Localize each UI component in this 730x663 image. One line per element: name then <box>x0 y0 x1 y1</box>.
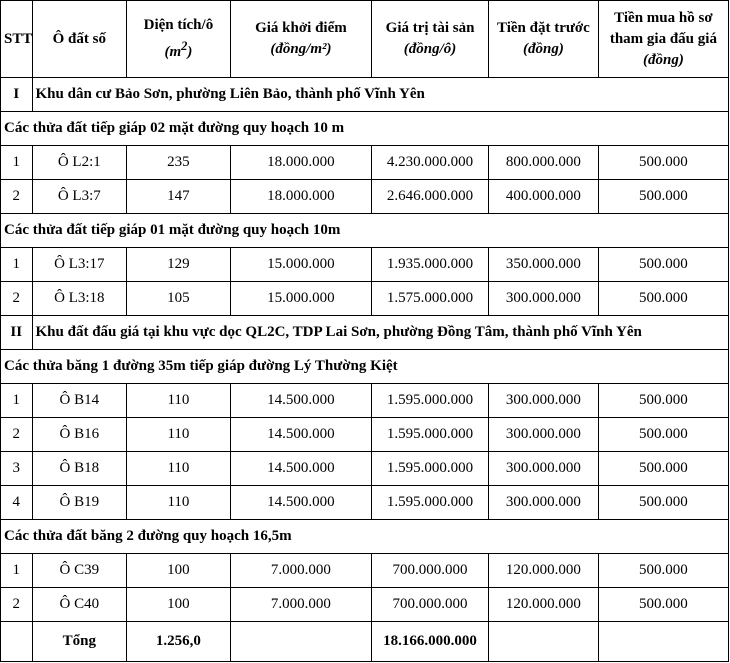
section-title: Khu đất đấu giá tại khu vực dọc QL2C, TDP Lai Sơn, phường Đồng Tâm, thành phố Vĩnh Yên <box>32 316 728 350</box>
group-row <box>1 520 729 554</box>
header-deposit: Tiền đặt trước (đồng) <box>489 1 599 78</box>
total-value: 18.166.000.000 <box>372 622 489 662</box>
header-stt: STT <box>1 1 33 78</box>
cell-stt: 2 <box>1 180 33 214</box>
cell-area: 129 <box>127 248 231 282</box>
cell-stt: 2 <box>1 418 33 452</box>
cell-fee: 500.000 <box>598 486 728 520</box>
cell-stt: 2 <box>1 588 33 622</box>
table-row <box>1 486 729 520</box>
table-row <box>1 418 729 452</box>
cell-fee: 500.000 <box>598 146 728 180</box>
group-title: Các thửa đất tiếp giáp 02 mặt đường quy hoạch 10 m <box>1 112 729 146</box>
cell-deposit: 300.000.000 <box>489 486 599 520</box>
cell-value: 4.230.000.000 <box>372 146 489 180</box>
group-row <box>1 350 729 384</box>
cell-value: 1.595.000.000 <box>372 384 489 418</box>
cell-area: 235 <box>127 146 231 180</box>
cell-plot: Ô B16 <box>32 418 127 452</box>
cell-fee: 500.000 <box>598 554 728 588</box>
cell-value: 2.646.000.000 <box>372 180 489 214</box>
cell-value: 700.000.000 <box>372 554 489 588</box>
cell-deposit: 300.000.000 <box>489 282 599 316</box>
cell-plot: Ô C40 <box>32 588 127 622</box>
table-body <box>1 78 729 622</box>
total-label: Tổng <box>32 622 127 662</box>
cell-stt: 3 <box>1 452 33 486</box>
cell-value: 1.595.000.000 <box>372 452 489 486</box>
cell-plot: Ô L3:18 <box>32 282 127 316</box>
table-row <box>1 554 729 588</box>
cell-deposit: 300.000.000 <box>489 452 599 486</box>
total-row <box>1 622 729 662</box>
cell-value: 1.595.000.000 <box>372 418 489 452</box>
cell-value: 1.575.000.000 <box>372 282 489 316</box>
group-row <box>1 112 729 146</box>
header-area: Diện tích/ô $(m^2)$ <box>127 1 231 78</box>
section-title: Khu dân cư Bảo Sơn, phường Liên Bảo, thành phố Vĩnh Yên <box>32 78 728 112</box>
cell-value: 700.000.000 <box>372 588 489 622</box>
cell-deposit: 300.000.000 <box>489 418 599 452</box>
cell-value: 1.595.000.000 <box>372 486 489 520</box>
cell-fee: 500.000 <box>598 452 728 486</box>
cell-area: 100 <box>127 554 231 588</box>
cell-deposit: 350.000.000 <box>489 248 599 282</box>
cell-fee: 500.000 <box>598 282 728 316</box>
table-row <box>1 180 729 214</box>
cell-stt: 1 <box>1 554 33 588</box>
cell-fee: 500.000 <box>598 180 728 214</box>
table-row <box>1 248 729 282</box>
cell-plot: Ô B19 <box>32 486 127 520</box>
group-title: Các thửa băng 1 đường 35m tiếp giáp đường Lý Thường Kiệt <box>1 350 729 384</box>
total-area: 1.256,0 <box>127 622 231 662</box>
header-document-fee: Tiền mua hồ sơ tham gia đấu giá (đồng) <box>598 1 728 78</box>
cell-area: 110 <box>127 452 231 486</box>
cell-price: 7.000.000 <box>230 554 371 588</box>
cell-plot: Ô B14 <box>32 384 127 418</box>
cell-area: 110 <box>127 486 231 520</box>
cell-stt: 1 <box>1 248 33 282</box>
header-start-price: Giá khởi điểm (đồng/m²) <box>230 1 371 78</box>
header-plot: Ô đất số <box>32 1 127 78</box>
table-row <box>1 384 729 418</box>
cell-area: 110 <box>127 384 231 418</box>
cell-area: 105 <box>127 282 231 316</box>
cell-fee: 500.000 <box>598 248 728 282</box>
cell-stt: 1 <box>1 146 33 180</box>
section-number: I <box>1 78 33 112</box>
cell-deposit: 120.000.000 <box>489 554 599 588</box>
table-row <box>1 146 729 180</box>
cell-price: 15.000.000 <box>230 248 371 282</box>
cell-stt: 2 <box>1 282 33 316</box>
cell-plot: Ô L3:17 <box>32 248 127 282</box>
table-row <box>1 588 729 622</box>
table-row <box>1 452 729 486</box>
cell-price: 18.000.000 <box>230 146 371 180</box>
cell-price: 7.000.000 <box>230 588 371 622</box>
section-row <box>1 316 729 350</box>
header-asset-value: Giá trị tài sản (đồng/ô) <box>372 1 489 78</box>
cell-deposit: 300.000.000 <box>489 384 599 418</box>
cell-fee: 500.000 <box>598 588 728 622</box>
cell-price: 14.500.000 <box>230 486 371 520</box>
cell-deposit: 800.000.000 <box>489 146 599 180</box>
cell-plot: Ô L2:1 <box>32 146 127 180</box>
cell-price: 14.500.000 <box>230 452 371 486</box>
cell-stt: 4 <box>1 486 33 520</box>
header-row <box>1 1 729 78</box>
cell-plot: Ô C39 <box>32 554 127 588</box>
section-row <box>1 78 729 112</box>
cell-stt: 1 <box>1 384 33 418</box>
cell-fee: 500.000 <box>598 384 728 418</box>
cell-value: 1.935.000.000 <box>372 248 489 282</box>
cell-price: 14.500.000 <box>230 418 371 452</box>
group-title: Các thửa đất băng 2 đường quy hoạch 16,5m <box>1 520 729 554</box>
table-row <box>1 282 729 316</box>
cell-area: 147 <box>127 180 231 214</box>
cell-deposit: 120.000.000 <box>489 588 599 622</box>
cell-plot: Ô B18 <box>32 452 127 486</box>
cell-plot: Ô L3:7 <box>32 180 127 214</box>
cell-price: 14.500.000 <box>230 384 371 418</box>
cell-price: 18.000.000 <box>230 180 371 214</box>
group-title: Các thửa đất tiếp giáp 01 mặt đường quy hoạch 10m <box>1 214 729 248</box>
cell-price: 15.000.000 <box>230 282 371 316</box>
cell-fee: 500.000 <box>598 418 728 452</box>
section-number: II <box>1 316 33 350</box>
cell-area: 110 <box>127 418 231 452</box>
cell-area: 100 <box>127 588 231 622</box>
cell-deposit: 400.000.000 <box>489 180 599 214</box>
group-row <box>1 214 729 248</box>
